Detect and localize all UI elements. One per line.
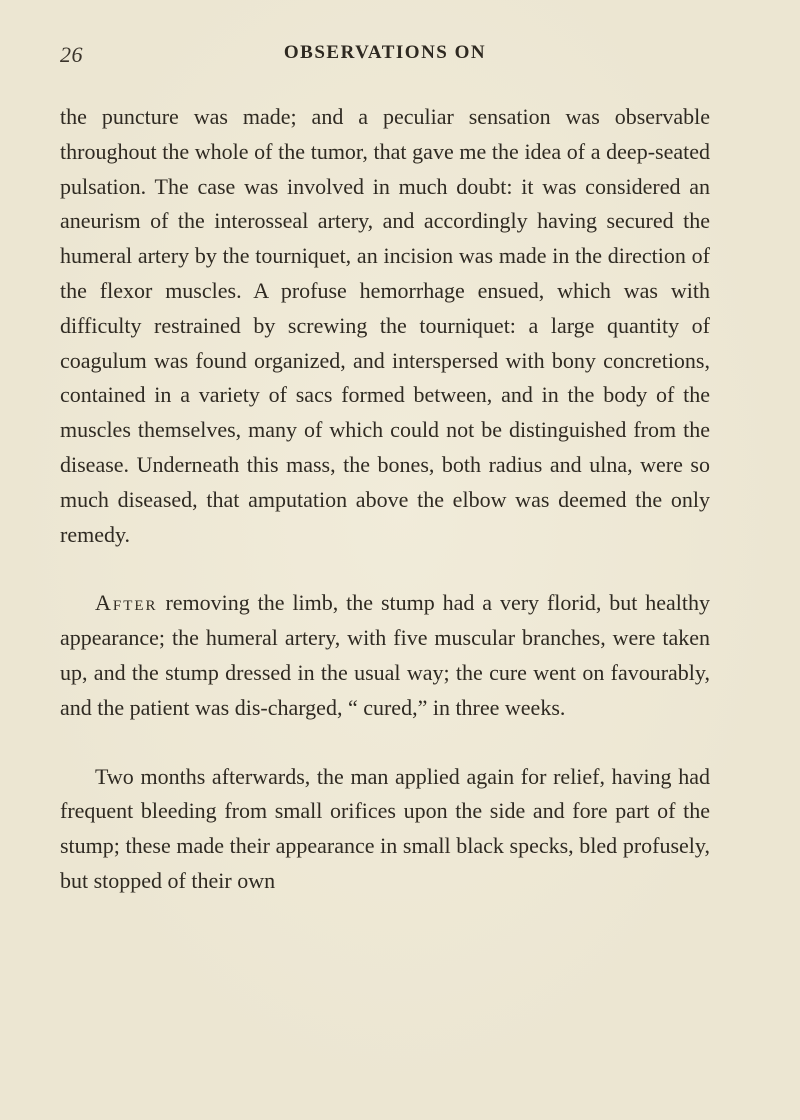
running-head	[60, 42, 710, 72]
paragraph-2-text: removing the limb, the stump had a very florid, but healthy appearance; the humeral artery, with five muscular branches, were taken up, and the stump dressed in the usual way; the cure went on favourably, and the patient was dis-charged, “ cured,” in three weeks.	[60, 590, 710, 720]
paragraph-1	[60, 100, 710, 552]
paragraph-2-lead: After	[95, 590, 158, 616]
body-text	[60, 100, 710, 899]
paragraph-2	[60, 586, 710, 725]
paragraph-3-text: Two months afterwards, the man applied again for relief, having had frequent bleeding from small orifices upon the side and fore part of the stump; these made their appearance in small black specks, bled profusely, but stopped of their own	[60, 763, 710, 893]
page-number: 26	[60, 42, 83, 67]
running-title: OBSERVATIONS ON	[283, 42, 487, 63]
paragraph-3	[60, 760, 710, 899]
paragraph-1-text: the puncture was made; and a peculiar sensation was observable throughout the whole of the tumor, that gave me the idea of a deep-seated pulsation. The case was involved in much doubt: it was considered an aneurism of the interosseal artery, and accordingly having secured the humeral artery by the tourniquet, an incision was made in the direction of the flexor muscles. A profuse hemorrhage ensued, which was with difficulty restrained by screwing the tourniquet: a large quantity of coagulum was found organized, and interspersed with bony concretions, contained in a variety of sacs formed between, and in the body of the muscles themselves, many of which could not be distinguished from the disease. Underneath this mass, the bones, both radius and ulna, were so much diseased, that amputation above the elbow was deemed the only remedy.	[60, 104, 710, 547]
